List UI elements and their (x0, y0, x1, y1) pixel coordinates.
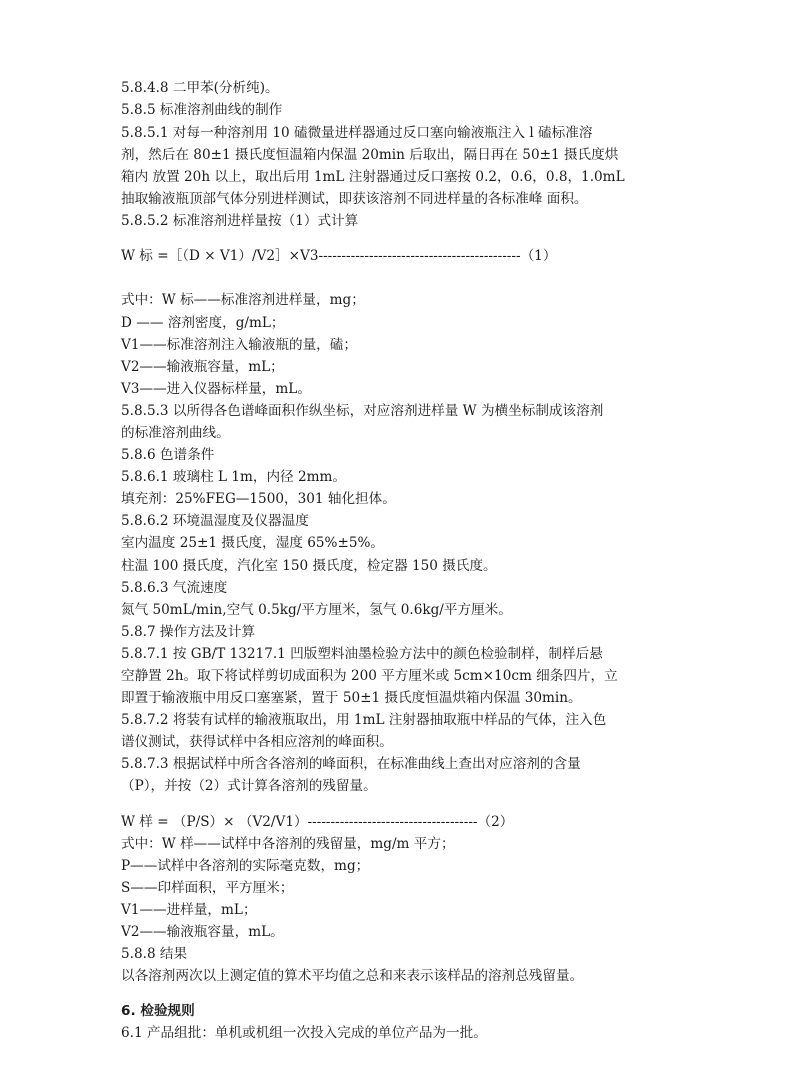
formula-1-legend-w: 式中：W 标——标准溶剂进样量，mg； (121, 292, 365, 308)
formula-2-legend-v1: V1——进样量，mL； (121, 902, 257, 918)
text-line-5863: 5.8.6.3 气流速度 (121, 580, 228, 596)
formula-1-legend-d: D —— 溶剂密度，g/mL； (121, 315, 285, 331)
text-line-5872-b: 谱仪测试，获得试样中各相应溶剂的峰面积。 (121, 734, 393, 750)
section-heading-6: 6. 检验规则 (121, 1003, 195, 1019)
text-line-column-temp: 柱温 100 摄氏度，汽化室 150 摄氏度，检定器 150 摄氏度。 (121, 558, 497, 574)
formula-2-legend-w: 式中：W 样——试样中各溶剂的残留量，mg/m 平方； (121, 836, 455, 852)
text-line-5853-a: 5.8.5.3 以所得各色谱峰面积作纵坐标，对应溶剂进样量 W 为横坐标制成该溶剂 (121, 403, 604, 419)
formula-2-legend-v2: V2——输液瓶容量，mL。 (121, 924, 284, 940)
heading-588: 5.8.8 结果 (121, 946, 188, 962)
formula-1: W 标 =［（D × V1）/V2］×V3--------------------------------------------（1） (121, 248, 557, 264)
text-line-5852: 5.8.5.2 标准溶剂进样量按（1）式计算 (121, 213, 359, 229)
formula-2-legend-s: S——印样面积，平方厘米； (121, 880, 294, 896)
text-line-5873-a: 5.8.7.3 根据试样中所含各溶剂的峰面积，在标准曲线上查出对应溶剂的含量 (121, 756, 581, 772)
formula-1-legend-v2: V2——输液瓶容量，mL； (121, 359, 284, 375)
text-line-5873-b: （P），并按（2）式计算各溶剂的残留量。 (121, 778, 377, 794)
text-line-5862: 5.8.6.2 环境温湿度及仪器温度 (121, 513, 309, 529)
text-line-result: 以各溶剂两次以上测定值的算术平均值之总和来表示该样品的溶剂总残留量。 (121, 968, 584, 984)
text-line-5851-d: 抽取输液瓶顶部气体分别进样测试，即获该溶剂不同进样量的各标准峰 面积。 (121, 191, 588, 207)
heading-585: 5.8.5 标准溶剂曲线的制作 (121, 102, 283, 118)
text-line-5851-c: 箱内 放置 20h 以上，取出后用 1mL 注射器通过反口塞按 0.2，0.6，0.8，1.0mL (121, 169, 625, 185)
formula-2: W 样 = （P/S）× （V2/V1）-------------------------------------（2） (121, 814, 514, 830)
formula-2-legend-p: P——试样中各溶剂的实际毫克数，mg； (121, 858, 370, 874)
text-line-5848: 5.8.4.8 二甲苯(分析纯)。 (121, 80, 279, 96)
text-line-gas-flow: 氮气 50mL/min,空气 0.5kg/平方厘米，氢气 0.6kg/平方厘米。 (121, 602, 512, 618)
text-line-filler: 填充剂：25%FEG—1500，301 轴化担体。 (121, 491, 396, 507)
heading-586: 5.8.6 色谱条件 (121, 447, 215, 463)
formula-1-legend-v3: V3——进入仪器标样量，mL。 (121, 381, 311, 397)
text-line-5853-b: 的标准溶剂曲线。 (121, 425, 230, 441)
text-line-5871-a: 5.8.7.1 按 GB/T 13217.1 凹版塑料油墨检验方法中的颜色检验制样，制样后悬 (121, 646, 603, 662)
heading-587: 5.8.7 操作方法及计算 (121, 624, 256, 640)
text-line-5861: 5.8.6.1 玻璃柱 L 1m，内径 2mm。 (121, 469, 346, 485)
text-line-5871-c: 即置于输液瓶中用反口塞塞紧，置于 50±1 摄氏度恒温烘箱内保温 30min。 (121, 690, 582, 706)
text-line-61: 6.1 产品组批：单机或机组一次投入完成的单位产品为一批。 (121, 1025, 487, 1041)
text-line-5851-b: 剂，然后在 80±1 摄氏度恒温箱内保温 20min 后取出，隔日再在 50±1 摄氏度烘 (121, 147, 619, 163)
formula-1-legend-v1: V1——标准溶剂注入输液瓶的量，磕； (121, 337, 357, 353)
text-line-5851-a: 5.8.5.1 对每一种溶剂用 10 磕微量进样器通过反口塞向输液瓶注入 l 磕标准溶 (121, 125, 593, 141)
text-line-5871-b: 空静置 2h。取下将试样剪切成面积为 200 平方厘米或 5cm×10cm 细条四片，立 (121, 668, 618, 684)
text-line-room-temp: 室内温度 25±1 摄氏度，湿度 65%±5%。 (121, 535, 384, 551)
text-line-5872-a: 5.8.7.2 将装有试样的输液瓶取出，用 1mL 注射器抽取瓶中样品的气体，注入色 (121, 712, 607, 728)
